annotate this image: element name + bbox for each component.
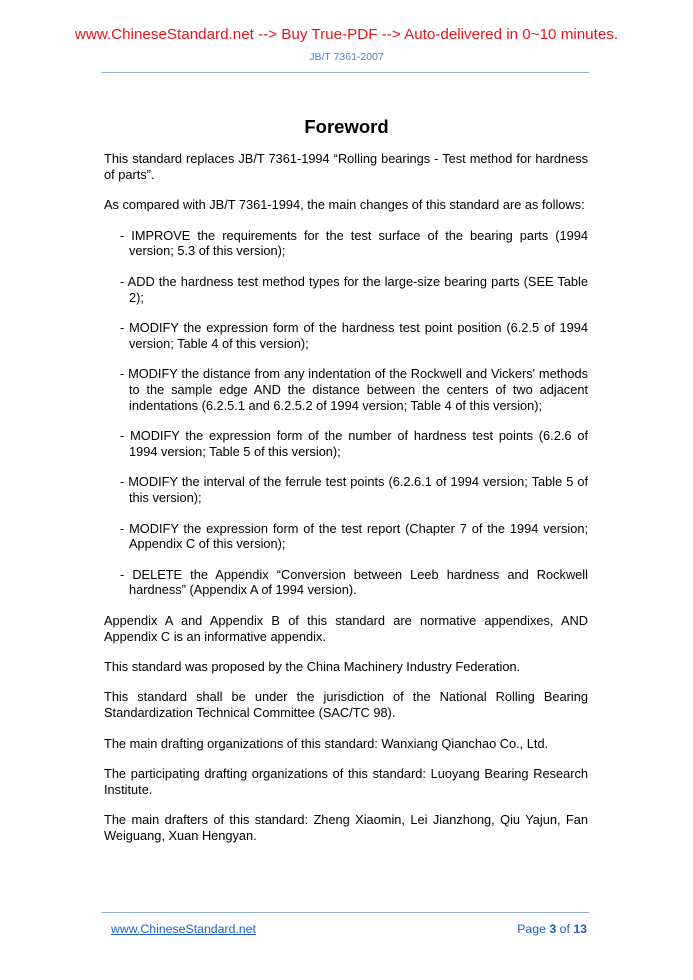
closing-paragraph: This standard was proposed by the China Machinery Industry Federation.	[104, 659, 521, 675]
list-item: - MODIFY the interval of the ferrule test points (6.2.6.1 of 1994 version; Table 5 of this version);	[120, 474, 588, 506]
intro-paragraph: This standard replaces JB/T 7361-1994 “Rolling bearings - Test method for hardness of parts”.	[104, 151, 588, 182]
list-item: - DELETE the Appendix “Conversion between Leeb hardness and Rockwell hardness” (Appendix A of 1994 version).	[120, 566, 588, 598]
closing-paragraph: The main drafters of this standard: Zheng Xiaomin, Lei Jianzhong, Qiu Yajun, Fan Weiguang, Xuan Hengyan.	[104, 812, 588, 844]
closing-paragraph: The participating drafting organizations of this standard: Luoyang Bearing Research Institute.	[104, 766, 588, 797]
list-item: - MODIFY the expression form of the test report (Chapter 7 of the 1994 version; Appendix C of this version);	[120, 520, 588, 552]
list-item: - MODIFY the expression form of the number of hardness test points (6.2.6 of 1994 version; Table 5 of this version);	[120, 428, 588, 459]
list-item: - MODIFY the distance from any indentation of the Rockwell and Vickers' methods to the sample edge AND the distance between the centers of two adjacent indentations (6.2.5.1 and 6.2.5.2 of 1994 version; Table 4 of this version);	[120, 366, 588, 413]
closing-paragraph: The main drafting organizations of this standard: Wanxiang Qianchao Co., Ltd.	[104, 735, 549, 751]
closing-paragraph: Appendix A and Appendix B of this standard are normative appendixes, AND Appendix C is an informative appendix.	[104, 612, 588, 644]
changes-list	[104, 228, 588, 599]
page-number	[517, 922, 587, 936]
page-title: Foreword	[304, 116, 389, 137]
document-body	[104, 151, 588, 858]
page-label: Page	[517, 922, 546, 936]
list-item: - MODIFY the expression form of the hardness test point position (6.2.5 of 1994 version; Table 4 of this version);	[120, 319, 588, 351]
list-item: - IMPROVE the requirements for the test surface of the bearing parts (1994 version; 5.3 of this version);	[120, 227, 588, 259]
closing-paragraph: This standard shall be under the jurisdiction of the National Rolling Bearing Standardization Technical Committee (SAC/TC 98).	[104, 689, 588, 721]
intro-paragraph: As compared with JB/T 7361-1994, the main changes of this standard are as follows:	[104, 197, 585, 213]
header-divider	[101, 72, 589, 73]
page-total: 13	[573, 922, 587, 936]
footer-website-link[interactable]: www.ChineseStandard.net	[111, 922, 256, 936]
page-of: of	[559, 922, 570, 936]
standard-number: JB/T 7361-2007	[309, 51, 384, 63]
list-item: - ADD the hardness test method types for the large-size bearing parts (SEE Table 2);	[120, 273, 588, 305]
footer-divider	[101, 912, 589, 913]
promo-banner[interactable]: www.ChineseStandard.net --> Buy True-PDF --> Auto-delivered in 0~10 minutes.	[74, 26, 619, 43]
page-current: 3	[549, 922, 557, 936]
